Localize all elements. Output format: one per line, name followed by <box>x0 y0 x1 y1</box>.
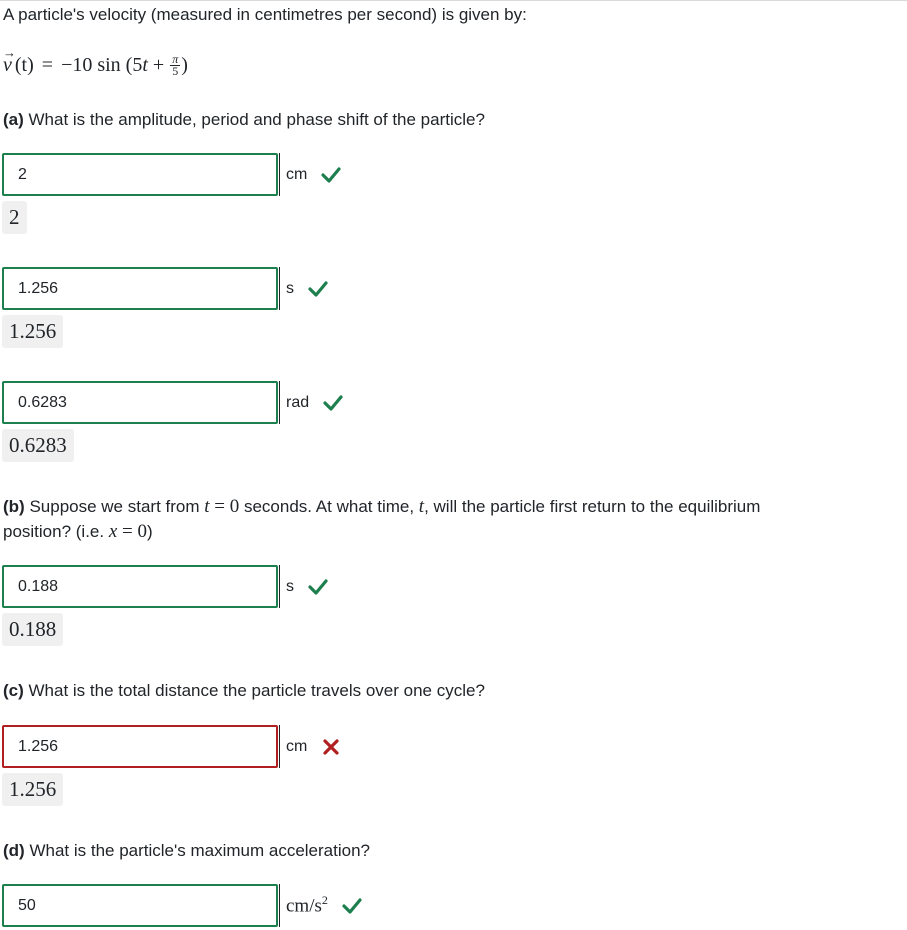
velocity-vector: → v <box>3 45 16 76</box>
total-distance-unit: cm <box>279 725 341 768</box>
checkmark-icon <box>321 165 341 185</box>
equilibrium-time-preview: 0.188 <box>2 613 63 646</box>
checkmark-icon <box>323 393 343 413</box>
phase-shift-unit: rad <box>279 381 343 424</box>
total-distance-preview: 1.256 <box>2 773 63 806</box>
question-a: (a) What is the amplitude, period and phase shift of the particle? <box>3 110 485 129</box>
checkmark-icon <box>342 896 362 916</box>
period-unit: s <box>279 267 328 310</box>
max-acceleration-unit <box>279 884 362 927</box>
question-b: (b) Suppose we start from t = 0 seconds. At what time, t, will the particle first return to the equilibrium position? (i.e. x = 0) <box>3 496 761 542</box>
acceleration-unit-label: $cm/s^2$ <box>286 893 328 917</box>
phase-shift-preview: 0.6283 <box>2 429 74 462</box>
question-d: (d) What is the particle's maximum acceleration? <box>3 841 370 860</box>
intro-text: A particle's velocity (measured in centimetres per second) is given by: <box>3 5 527 24</box>
equilibrium-time-unit: s <box>279 565 328 608</box>
amplitude-preview: 2 <box>2 201 27 234</box>
checkmark-icon <box>308 279 328 299</box>
equilibrium-time-input[interactable] <box>2 565 278 608</box>
checkmark-icon <box>308 577 328 597</box>
amplitude-input[interactable] <box>2 153 278 196</box>
amplitude-unit: cm <box>279 153 341 196</box>
cross-icon <box>321 737 341 757</box>
max-acceleration-input[interactable] <box>2 884 278 927</box>
period-input[interactable] <box>2 267 278 310</box>
velocity-formula: → v (t) = −10 sin (5 t + $\frac{\pi}{5}$ ) <box>3 50 188 80</box>
phase-shift-input[interactable] <box>2 381 278 424</box>
question-c: (c) What is the total distance the particle travels over one cycle? <box>3 681 485 700</box>
pi-over-5-fraction: $\frac{\pi}{5}$ <box>172 51 179 78</box>
top-divider <box>0 0 907 1</box>
total-distance-input[interactable] <box>2 725 278 768</box>
period-preview: 1.256 <box>2 315 63 348</box>
